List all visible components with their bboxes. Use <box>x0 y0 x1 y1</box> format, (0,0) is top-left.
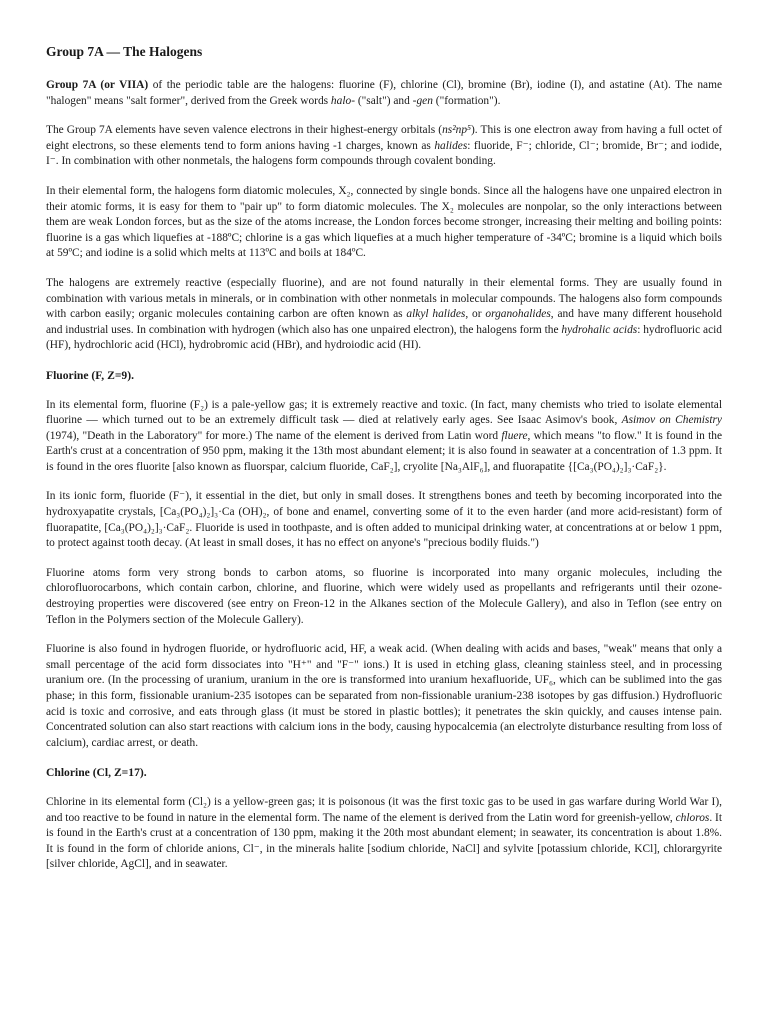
valence-text-2: ). This is one electron away from having a full octet of eight electrons, so these elements tend to form anions having -1 charges, known as <box>46 124 722 152</box>
intro-halo: halo <box>330 94 352 107</box>
reactive-text-2: , or <box>465 308 486 321</box>
chlorine-paragraph-1 <box>46 795 722 873</box>
reactive-text-3: , and have many different household and industrial uses. In combination with hydrogen (which also has one unpaired electron), the halogens form the <box>46 308 723 336</box>
chlorine-1-text-1: Chlorine in its elemental form (Cl₂) is a yellow-green gas; it is poisonous (it was the first toxic gas to be used in gas warfare during World War I), and too reactive to be found in nature in the elemental form. The name of the element is derived from the Latin word for greenish-yellow, <box>46 795 722 824</box>
reactive-alkyl: alkyl halides <box>406 308 466 321</box>
fluorine-paragraph-2: In its ionic form, fluoride (F⁻), it essential in the diet, but only in small doses. It strengthens bones and teeth by becoming incorporated into the hydroxyapatite crystals, [Ca₃(PO₄)₂]₃·Ca (OH)₂, of bone and enamel, converting some of it to the even harder (and more acid-resistant) form of fluorapatite, [Ca₃(PO₄)₂]₃·CaF₂. Fluoride is used in toothpaste, and is often added to municipal drinking water, at concentrations at or below 1 ppm, to protect against tooth decay. (At least in small doses, it has no effect on anyone's "precious bodily fluids.") <box>46 490 722 550</box>
valence-config: ns²np⁵ <box>442 124 471 137</box>
chlorine-1-chloros: chloros <box>675 811 710 824</box>
fluorine-paragraph-1 <box>46 398 722 476</box>
reactive-paragraph <box>46 276 722 354</box>
elemental-paragraph: In their elemental form, the halogens form diatomic molecules, X₂, connected by single bonds. Since all the halogens have one unpaired electron in their atomic forms, it is easy for them to "pair up" to form diatomic molecules. The X₂ molecules are nonpolar, so the only interactions between them are weak London forces, but as the size of the atoms increase, the London forces become stronger, increasing their melting and boiling points: fluorine is a gas which liquefies at -188ºC; chlorine is a gas which liquefies at a much higher temperature of -34ºC; bromine is a liquid which boils at 59ºC; and iodine is a solid which melts at 113ºC and boils at 184ºC. <box>46 184 722 260</box>
intro-lead: Group 7A (or VIIA) <box>46 79 149 91</box>
valence-text-1: The Group 7A elements have seven valence electrons in their highest-energy orbitals ( <box>46 124 443 137</box>
valence-paragraph <box>46 123 722 170</box>
intro-paragraph <box>46 78 722 109</box>
valence-halides: halides <box>434 139 468 152</box>
reactive-text-4: : hydrofluoric acid (HF), hydrochloric acid (HCl), hydrobromic acid (HBr), and hydroiodic acid (HI). <box>46 323 722 352</box>
chlorine-heading: Chlorine (Cl, Z=17). <box>46 766 147 780</box>
fluorine-heading: Fluorine (F, Z=9). <box>46 368 134 382</box>
chlorine-1-text-2: . It is found in the Earth's crust at a concentration of 130 ppm, making it the 20th most abundant element; in seawater, its concentration is about 1.8%. It is found in the form of chloride anions, Cl⁻, in the minerals halite [sodium chloride, NaCl] and sylvite [potassium chloride, KCl], chlorargyrite [silver chloride, AgCl], and in seawater. <box>46 811 723 871</box>
fluorine-paragraph-3: Fluorine atoms form very strong bonds to carbon atoms, so fluorine is incorporated into many organic molecules, including the chlorofluorocarbons, which contain carbon, chlorine, and fluorine, which were widely used as propellants and refrigerants until their ozone-destroying properties were discovered (see entry on Freon-12 in the Alkanes section of the Molecule Gallery), and also in Teflon (see entry on Teflon in the Polymers section of the Molecule Gallery). <box>46 566 722 626</box>
reactive-hydrohalic: hydrohalic acids <box>561 323 638 336</box>
intro-text-3: ("formation"). <box>432 94 501 107</box>
fluorine-1-book: Asimov on Chemistry <box>621 414 722 427</box>
valence-text-3: : fluoride, F⁻; chloride, Cl⁻; bromide, Br⁻; and iodide, I⁻. In combination with other nonmetals, the halogens form compounds through covalent bonding. <box>46 139 722 168</box>
fluorine-paragraph-4: Fluorine is also found in hydrogen fluoride, or hydrofluoric acid, HF, a weak acid. (When dealing with acids and bases, "weak" means that only a small percentage of the acid form dissociates into "H⁺" and "F⁻" ions.) It is used in etching glass, cleaning stainless steel, and in processing uranium ore. (In the processing of uranium, uranium in the ore is transformed into uranium hexafluoride, UF₆, which can be sublimed into the gas phase; in this form, fissionable uranium-235 isotopes can be separated from non-fissionable uranium-238 isotopes by gas diffusion.) Hydrofluoric acid is toxic and corrosive, and eats through glass (it must be stored in plastic bottles); it penetrates the skin quickly, and causes intense pain. Concentrated solution can also start reactions with calcium ions in the body, causing hypocalcemia (an electrolyte disturbance resulting from loss of calcium), cardiac arrest, or death. <box>46 643 722 749</box>
reactive-organo: organohalides <box>485 308 551 321</box>
fluorine-1-text-1: In its elemental form, fluorine (F₂) is a pale-yellow gas; it is extremely reactive and toxic. (In fact, many chemists who tried to isolate elemental fluorine — which turned out to be an extremely difficult task — died at relatively early ages. See Isaac Asimov's book, <box>46 398 722 427</box>
page-title: Group 7A — The Halogens <box>46 44 203 59</box>
fluorine-1-text-2: (1974), "Death in the Laboratory" for more.) The name of the element is derived from Latin word <box>46 429 502 442</box>
intro-text-2: - ("salt") and - <box>351 94 417 107</box>
fluorine-1-fluere: fluere <box>501 429 528 442</box>
reactive-text-1: The halogens are extremely reactive (especially fluorine), and are not found naturally in their elemental forms. They are usually found in combination with various metals in minerals, or in combination with other nonmetals in molecular compounds. The halogens also form compounds with carbon easily; organic molecules containing carbon are often known as <box>46 276 722 321</box>
fluorine-1-text-3: , which means "to flow." It is found in the Earth's crust at a concentration of 950 ppm, making it the 13th most abundant element; it is also found in seawater at a concentration of 1.3 ppm. It is found in the ores fluorite [also known as fluorspar, calcium fluoride, CaF₂], cryolite [Na₃AlF₆], and fluorapatite {[Ca₃(PO₄)₂]₃·CaF₂}. <box>46 429 723 473</box>
intro-gen: gen <box>416 94 433 107</box>
intro-text-1: of the periodic table are the halogens: fluorine (F), chlorine (Cl), bromine (Br), iodine (I), and astatine (At). The name "halogen" means "salt former", derived from the Greek words <box>46 79 723 107</box>
